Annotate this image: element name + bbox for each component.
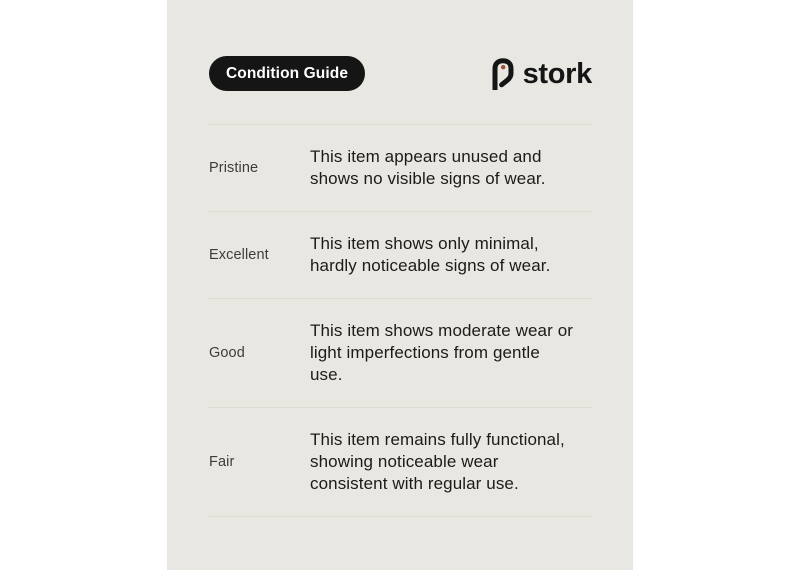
condition-description: This item shows moderate wear or light imperfections from gentle use. xyxy=(310,321,574,384)
stork-logo xyxy=(490,58,592,90)
condition-table xyxy=(209,124,592,517)
table-row-good xyxy=(209,298,592,407)
stork-wordmark: stork xyxy=(522,57,592,90)
condition-guide-card xyxy=(167,0,633,570)
condition-label: Pristine xyxy=(209,160,259,176)
condition-label: Fair xyxy=(209,454,235,470)
table-row-excellent xyxy=(209,211,592,298)
table-row-pristine xyxy=(209,124,592,211)
table-row-fair xyxy=(209,407,592,517)
condition-description: This item shows only minimal, hardly noticeable signs of wear. xyxy=(310,234,551,275)
condition-label: Good xyxy=(209,345,245,361)
stork-logo-icon xyxy=(490,58,516,90)
condition-guide-badge: Condition Guide xyxy=(209,56,365,91)
condition-label: Excellent xyxy=(209,247,269,263)
condition-description: This item remains fully functional, showing noticeable wear consistent with regular use. xyxy=(310,430,565,493)
condition-description: This item appears unused and shows no visible signs of wear. xyxy=(310,147,546,188)
card-header xyxy=(209,56,592,91)
